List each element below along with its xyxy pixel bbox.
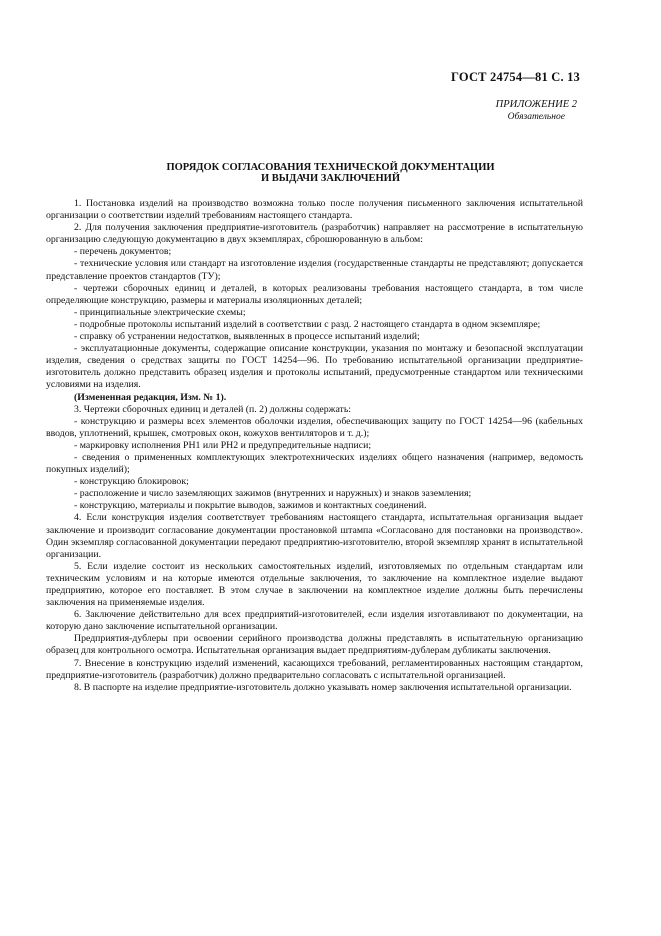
paragraph-5: 5. Если изделие состоит из нескольких самостоятельных изделий, изготовляемых по отдельным стандартам или техническим условиям и на которые имеются отдельные заключения, то заключение на комплектное изделие выдают предприятию, которое его поставляет. В этом случае в заключении на комплектное изделие должны быть перечислены заключения на применяемые изделия. bbox=[46, 560, 583, 609]
list-item: - конструкцию блокировок; bbox=[74, 476, 189, 488]
list-item: - технические условия или стандарт на изготовление изделия (государственные стандарты не представляют; допускается представление проектов стандартов (ТУ); bbox=[46, 258, 583, 282]
paragraph-2: 2. Для получения заключения предприятие-изготовитель (разработчик) направляет на рассмотрение в испытательную организацию следующую документацию в двух экземплярах, сброшюрованную в альбом: bbox=[46, 222, 583, 246]
list-item: - конструкцию и размеры всех элементов оболочки изделия, обеспечивающих защиту по ГОСТ 14254—96 (кабельных вводов, уплотнений, крышек, смотровых окон, кожухов вентиляторов и т. д.); bbox=[46, 415, 583, 439]
list-item: - конструкцию, материалы и покрытие выводов, зажимов и контактных соединений. bbox=[74, 500, 427, 512]
paragraph-7: 7. Внесение в конструкцию изделий изменений, касающихся требований, регламентированных настоящим стандартом, предприятие-изготовитель (разработчик) должно предварительно согласовать с испытательной организацией. bbox=[46, 657, 583, 681]
paragraph-8: 8. В паспорте на изделие предприятие-изготовитель должно указывать номер заключения испытательной организации. bbox=[74, 681, 572, 693]
appendix-status: Обязательное bbox=[507, 112, 565, 122]
amendment-note: (Измененная редакция, Изм. № 1). bbox=[74, 391, 227, 403]
list-item: - расположение и число заземляющих зажимов (внутренних и наружных) и знаков заземления; bbox=[74, 488, 472, 500]
section-title-line-2: И ВЫДАЧИ ЗАКЛЮЧЕНИЙ bbox=[260, 173, 400, 184]
list-item: - эксплуатационные документы, содержащие описание конструкции, указания по монтажу и безопасной эксплуатации изделия, сведения о средствах защиты по ГОСТ 14254—96. По требованию испытательной организации предприятие-изготовитель должно представить образец изделия и протоколы испытаний, предусмотренные стандартом или техническими условиями на изделия. bbox=[46, 343, 583, 391]
list-item: - принципиальные электрические схемы; bbox=[74, 306, 246, 318]
list-item: - сведения о примененных комплектующих электротехнических изделиях общего назначения (например, ведомость покупных изделий); bbox=[46, 451, 583, 476]
list-item: - чертежи сборочных единиц и деталей, в которых реализованы требования настоящего стандарта, в том числе определяющие конструкцию, размеры и материалы изоляционных деталей; bbox=[46, 282, 583, 306]
list-item: - подробные протоколы испытаний изделий в соответствии с разд. 2 настоящего стандарта в одном экземпляре; bbox=[74, 318, 541, 330]
paragraph-6-continued: Предприятия-дублеры при освоении серийного производства должны представлять в испытательную организацию образец для контрольного осмотра. Испытательная организация выдает предприятиям-дублерам дубликаты заключения. bbox=[46, 633, 583, 657]
standard-header: ГОСТ 24754—81 С. 13 bbox=[451, 70, 580, 84]
paragraph-4: 4. Если конструкция изделия соответствует требованиям настоящего стандарта, испытательная организация выдает заключение и производит согласование документации простановкой штампа «Согласовано для постановки на производство». Один экземпляр согласованной документации передают предприятию-изготовителю, второй экземпляр хранят в испытательной организации. bbox=[46, 512, 583, 560]
section-title-line-1: ПОРЯДОК СОГЛАСОВАНИЯ ТЕХНИЧЕСКОЙ ДОКУМЕНТАЦИИ bbox=[166, 162, 495, 173]
appendix-number: ПРИЛОЖЕНИЕ 2 bbox=[495, 99, 577, 110]
list-item: - перечень документов; bbox=[74, 246, 172, 258]
list-item: - маркировку исполнения РН1 или РН2 и предупредительные надписи; bbox=[74, 439, 372, 451]
section-title bbox=[0, 162, 661, 184]
document-body bbox=[46, 198, 583, 694]
appendix-label bbox=[496, 99, 577, 123]
list-item: - справку об устранении недостатков, выявленных в процессе испытаний изделий; bbox=[74, 331, 420, 343]
paragraph-6: 6. Заключение действительно для всех предприятий-изготовителей, если изделия изготавливают по документации, на которую дано заключение испытательной организации. bbox=[46, 609, 583, 633]
paragraph-3: 3. Чертежи сборочных единиц и деталей (п. 2) должны содержать: bbox=[74, 403, 352, 415]
paragraph-1: 1. Постановка изделий на производство возможна только после получения письменного заключения испытательной организации о соответствии изделий требованиям настоящего стандарта. bbox=[46, 198, 583, 222]
